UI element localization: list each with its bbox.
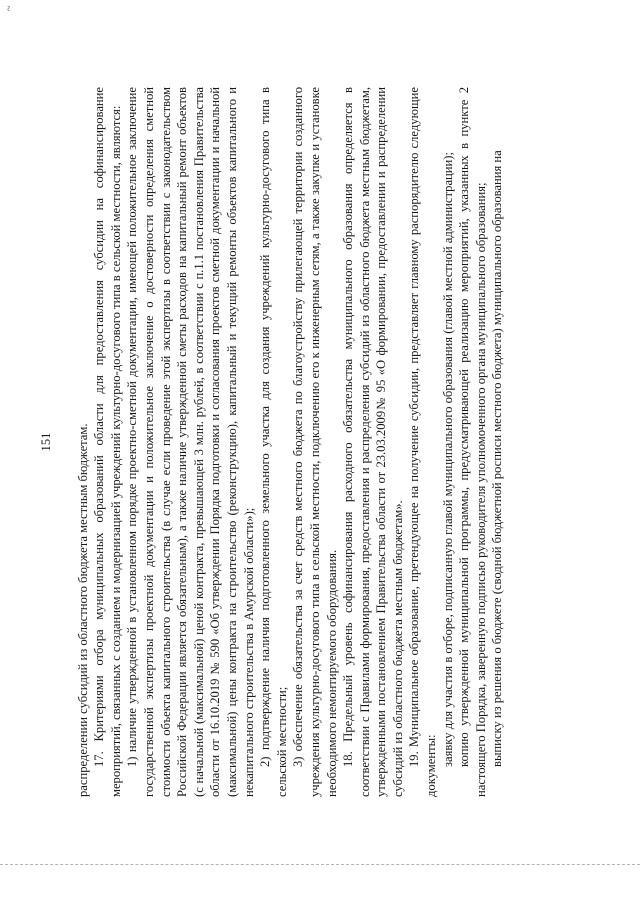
criterion-2: 2) подтверждение наличия подготовленного земельного участка для создания учреждений культурно-досугового типа в сельской местности; <box>258 87 289 797</box>
document-body <box>38 87 506 797</box>
document-item-budget-extract: выписку из решения о бюджете (сводной бюджетной росписи местного бюджета) муниципального образования на <box>490 150 505 767</box>
paragraph-18: 18. Предельный уровень софинансирования расходного обязательства муниципального образования определяется в соответствии с Правилами формирования, предоставления и распределения субсидий из областного бюджета местным бюджетам, утвержденными постановлением Правительства области от 23.03.2009№ 95 «О формировании, предоставлении и распределении субсидий из областного бюджета местным бюджетам». <box>341 87 405 797</box>
paragraph-19: 19. Муниципальное образование, претендующее на получение субсидии, представляет главному распорядителю следующие документы: <box>407 87 439 797</box>
document-item-program-copy: копию утвержденной муниципальной программы, предусматривающей реализацию мероприятий, указанных в пункте 2 настоящего Порядка, заверенную подписью руководителя уполномоченного органа муниципального образования; <box>457 87 488 797</box>
binding-fold-line <box>0 864 640 865</box>
paragraph-17: 17. Критериями отбора муниципальных образований области для предоставления субсидии на софинансирование мероприятий, связанных с созданием и модернизацией учреждений культурно-досугового типа в сельской местности, являются: <box>92 87 123 797</box>
page-number: 151 <box>39 432 53 452</box>
document-item-application: заявку для участия в отборе, подписанную главой муниципального образования (главой местной администрации); <box>440 152 455 767</box>
edge-mark: ~ <box>4 5 15 11</box>
criterion-3: 3) обеспечение обязательства за счет средств местного бюджета по благоустройству прилегающей территории созданного учреждения культурно-досугового типа в сельской местности, подключению его к инженерным сетям, а также закупке и установке необходимого немонтируемого оборудования. <box>291 87 339 797</box>
paragraph-continuation: распределении субсидий из областного бюджета местным бюджетам. <box>75 423 90 797</box>
criterion-1: 1) наличие утвержденной в установленном порядке проектно-сметной документации, имеющей положительное заключение государственной экспертизы проектной документации и положительное заключение о достоверности определения сметной стоимости объекта капитального строительства (в случае если проведение этой экспертизы в соответствии с законодательством Российской Федерации является обязательным), а также наличие утвержденной сметы расходов на капитальный ремонт объектов (с начальной (максимальной) ценой контракта, превышающей 3 млн. рублей, в соответствии с п.1.1 постановления Правительства области от 16.10.2019 № 590 «Об утверждении Порядка подготовки и согласования проектов сметной документации и начальной (максимальной) цены контракта на строительство (реконструкцию), капитальный и текущий ремонты объектов капитального и некапитального строительства в Амурской области»); <box>125 87 256 797</box>
